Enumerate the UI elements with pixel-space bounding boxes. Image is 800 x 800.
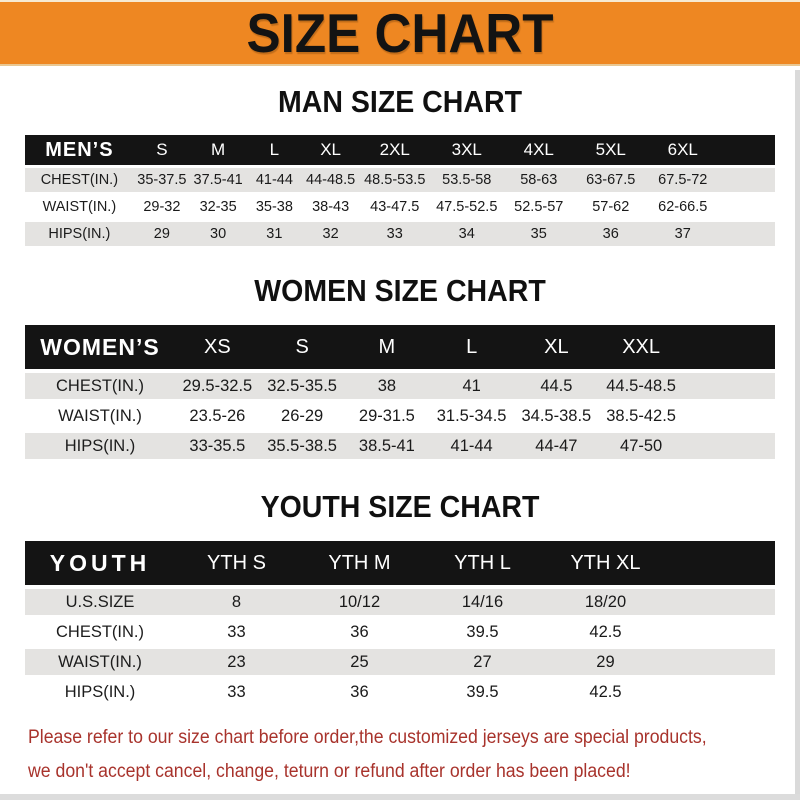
table-cell: 63-67.5 xyxy=(575,168,647,192)
column-header: L xyxy=(429,325,514,369)
column-header: XS xyxy=(175,325,260,369)
table-cell: 53.5-58 xyxy=(431,168,503,192)
women-row-hips-in xyxy=(25,433,775,459)
row-label: CHEST(IN.) xyxy=(25,373,175,399)
youth-header-row xyxy=(25,541,775,585)
table-cell: 34.5-38.5 xyxy=(514,403,599,429)
youth-row-u-s-size xyxy=(25,589,775,615)
table-cell: 23.5-26 xyxy=(175,403,260,429)
table-cell: 41-44 xyxy=(429,433,514,459)
table-cell: 38.5-41 xyxy=(345,433,430,459)
women-section xyxy=(0,273,800,463)
table-cell: 33 xyxy=(175,679,298,705)
table-cell: 30 xyxy=(190,222,246,246)
photo-edge-right xyxy=(795,70,800,800)
table-cell: 57-62 xyxy=(575,195,647,219)
header-spacer xyxy=(667,541,775,585)
men-section xyxy=(0,84,800,249)
table-cell: 26-29 xyxy=(260,403,345,429)
table-cell: 36 xyxy=(298,679,421,705)
table-cell: 33 xyxy=(359,222,431,246)
youth-row-waist-in xyxy=(25,649,775,675)
table-cell: 34 xyxy=(431,222,503,246)
table-cell: 32.5-35.5 xyxy=(260,373,345,399)
table-cell: 58-63 xyxy=(503,168,575,192)
youth-section xyxy=(0,489,800,709)
youth-row-hips-in xyxy=(25,679,775,705)
table-cell: 42.5 xyxy=(544,619,667,645)
column-header: YTH L xyxy=(421,541,544,585)
men-row-hips-in xyxy=(25,222,775,246)
row-label: HIPS(IN.) xyxy=(25,433,175,459)
table-cell: 37.5-41 xyxy=(190,168,246,192)
table-cell: 39.5 xyxy=(421,619,544,645)
table-cell: 14/16 xyxy=(421,589,544,615)
table-cell: 25 xyxy=(298,649,421,675)
men-row-waist-in xyxy=(25,195,775,219)
row-spacer xyxy=(667,589,775,615)
row-label: CHEST(IN.) xyxy=(25,168,134,192)
row-label: WAIST(IN.) xyxy=(25,403,175,429)
table-cell: 52.5-57 xyxy=(503,195,575,219)
table-cell: 37 xyxy=(647,222,719,246)
row-spacer xyxy=(684,373,776,399)
table-cell: 47.5-52.5 xyxy=(431,195,503,219)
note-line-1: Please refer to our size chart before order,the customized jerseys are special products, xyxy=(28,727,707,748)
photo-edge-bottom xyxy=(0,794,800,800)
table-cell: 44-47 xyxy=(514,433,599,459)
table-cell: 44.5 xyxy=(514,373,599,399)
table-cell: 36 xyxy=(575,222,647,246)
table-cell: 32 xyxy=(303,222,359,246)
row-label: U.S.SIZE xyxy=(25,589,175,615)
table-cell: 29-32 xyxy=(134,195,190,219)
header-spacer xyxy=(684,325,776,369)
column-header: XL xyxy=(303,135,359,165)
table-cell: 38 xyxy=(345,373,430,399)
table-cell: 43-47.5 xyxy=(359,195,431,219)
row-label: HIPS(IN.) xyxy=(25,679,175,705)
table-cell: 10/12 xyxy=(298,589,421,615)
table-cell: 48.5-53.5 xyxy=(359,168,431,192)
column-header: YTH M xyxy=(298,541,421,585)
column-header: YTH XL xyxy=(544,541,667,585)
table-cell: 44-48.5 xyxy=(303,168,359,192)
column-header: L xyxy=(246,135,302,165)
men-header-row xyxy=(25,135,775,165)
table-cell: 29 xyxy=(544,649,667,675)
table-cell: 35-37.5 xyxy=(134,168,190,192)
table-cell: 23 xyxy=(175,649,298,675)
table-cell: 44.5-48.5 xyxy=(599,373,684,399)
table-cell: 29-31.5 xyxy=(345,403,430,429)
page-title: SIZE CHART xyxy=(246,2,554,64)
column-header: 2XL xyxy=(359,135,431,165)
men-section-title: MAN SIZE CHART xyxy=(277,84,523,119)
table-cell: 31 xyxy=(246,222,302,246)
table-cell: 27 xyxy=(421,649,544,675)
women-group-label: WOMEN’S xyxy=(25,325,175,369)
banner xyxy=(0,0,800,66)
column-header: M xyxy=(190,135,246,165)
column-header: S xyxy=(134,135,190,165)
row-label: CHEST(IN.) xyxy=(25,619,175,645)
table-cell: 42.5 xyxy=(544,679,667,705)
table-cell: 38-43 xyxy=(303,195,359,219)
column-header: 6XL xyxy=(647,135,719,165)
row-spacer xyxy=(667,619,775,645)
row-label: HIPS(IN.) xyxy=(25,222,134,246)
women-row-waist-in xyxy=(25,403,775,429)
row-spacer xyxy=(667,649,775,675)
table-cell: 33 xyxy=(175,619,298,645)
table-cell: 41 xyxy=(429,373,514,399)
column-header: 4XL xyxy=(503,135,575,165)
women-size-table xyxy=(25,321,775,463)
order-note xyxy=(28,725,800,785)
row-spacer xyxy=(719,168,775,192)
table-cell: 35.5-38.5 xyxy=(260,433,345,459)
table-cell: 29.5-32.5 xyxy=(175,373,260,399)
table-cell: 32-35 xyxy=(190,195,246,219)
table-cell: 35 xyxy=(503,222,575,246)
youth-size-table xyxy=(25,537,775,709)
row-spacer xyxy=(684,433,776,459)
women-section-title: WOMEN SIZE CHART xyxy=(254,273,546,308)
header-spacer xyxy=(719,135,775,165)
men-row-chest-in xyxy=(25,168,775,192)
row-spacer xyxy=(719,222,775,246)
table-cell: 8 xyxy=(175,589,298,615)
row-spacer xyxy=(684,403,776,429)
table-cell: 29 xyxy=(134,222,190,246)
table-cell: 35-38 xyxy=(246,195,302,219)
column-header: M xyxy=(345,325,430,369)
column-header: XXL xyxy=(599,325,684,369)
table-cell: 18/20 xyxy=(544,589,667,615)
table-cell: 31.5-34.5 xyxy=(429,403,514,429)
row-label: WAIST(IN.) xyxy=(25,649,175,675)
table-cell: 33-35.5 xyxy=(175,433,260,459)
women-header-row xyxy=(25,325,775,369)
row-spacer xyxy=(667,679,775,705)
row-spacer xyxy=(719,195,775,219)
table-cell: 39.5 xyxy=(421,679,544,705)
table-cell: 67.5-72 xyxy=(647,168,719,192)
table-cell: 38.5-42.5 xyxy=(599,403,684,429)
men-group-label: MEN’S xyxy=(25,135,134,165)
column-header: 5XL xyxy=(575,135,647,165)
column-header: S xyxy=(260,325,345,369)
table-cell: 36 xyxy=(298,619,421,645)
women-row-chest-in xyxy=(25,373,775,399)
table-cell: 47-50 xyxy=(599,433,684,459)
column-header: XL xyxy=(514,325,599,369)
row-label: WAIST(IN.) xyxy=(25,195,134,219)
youth-row-chest-in xyxy=(25,619,775,645)
column-header: 3XL xyxy=(431,135,503,165)
youth-section-title: YOUTH SIZE CHART xyxy=(260,489,540,524)
table-cell: 62-66.5 xyxy=(647,195,719,219)
men-size-table xyxy=(25,132,775,249)
column-header: YTH S xyxy=(175,541,298,585)
table-cell: 41-44 xyxy=(246,168,302,192)
youth-group-label: YOUTH xyxy=(25,541,175,585)
note-line-2: we don't accept cancel, change, teturn or refund after order has been placed! xyxy=(28,761,631,782)
